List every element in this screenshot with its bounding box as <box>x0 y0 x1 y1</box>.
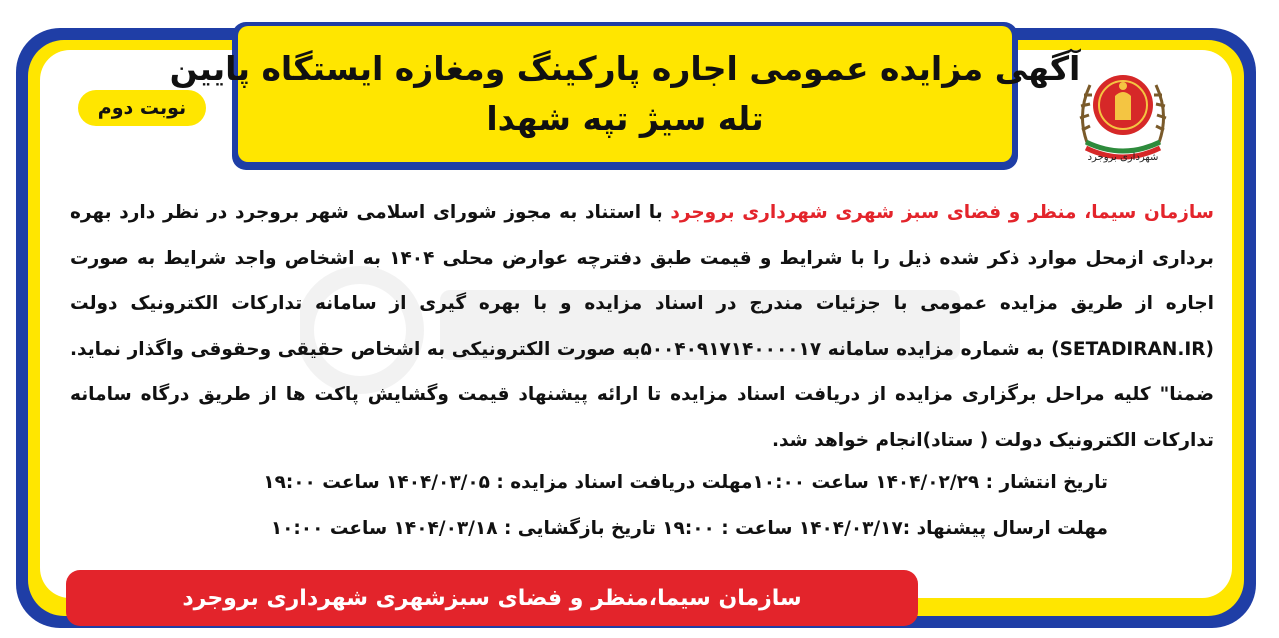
notice-body <box>70 190 1214 463</box>
organization-name: سازمان سیما، منظر و فضای سبز شهری شهرداری بروجرد <box>670 202 1214 223</box>
dates-row-publication: تاریخ انتشار : ۱۴۰۴/۰۲/۲۹ ساعت ۱۰:۰۰مهلت دریافت اسناد مزایده : ۱۴۰۴/۰۳/۰۵ ساعت ۱۹:۰۰ <box>263 472 1108 493</box>
title-line-2: تله سیژ تپه شهدا <box>486 99 764 138</box>
footer-banner <box>66 570 918 626</box>
dates-section <box>130 460 1108 552</box>
page-title <box>169 26 1081 162</box>
logo-caption: شهرداری بروجرد <box>1087 152 1159 163</box>
dates-row-submission: مهلت ارسال پیشنهاد :۱۴۰۴/۰۳/۱۷ ساعت : ۱۹:۰۰ تاریخ بازگشایی : ۱۴۰۴/۰۳/۱۸ ساعت ۱۰:۰۰ <box>270 518 1108 539</box>
round-badge: نوبت دوم <box>78 90 206 126</box>
title-line-1: آگهی مزایده عمومی اجاره پارکینگ ومغازه ایستگاه پایین <box>169 49 1081 88</box>
footer-org-name: سازمان سیما،منظر و فضای سبزشهری شهرداری بروجرد <box>182 585 802 611</box>
notice-body-text: با استناد به مجوز شورای اسلامی شهر بروجرد در نظر دارد بهره برداری ازمحل موارد ذکر شده ذیل را با شرایط و قیمت طبق دفترچه عوارض محلی ۱۴۰۴ به اشخاص واجد شرایط به صورت اجاره از طریق مزایده عمومی با جزئیات مندرج در اسناد مزایده و با بهره گیری از سامانه تدارکات الکترونیک دولت (SETADIRAN.IR) به شماره مزایده سامانه ۵۰۰۴۰۹۱۷۱۴۰۰۰۰۱۷به صورت الکترونیکی به اشخاص حقیقی وحقوقی واگذار نماید. ضمنا" کلیه مراحل برگزاری مزایده از دریافت اسناد مزایده تا ارائه پیشنهاد قیمت وگشایش پاکت ها از طریق درگاه سامانه تدارکات الکترونیک دولت ( ستاد)انجام خواهد شد. <box>70 202 1214 451</box>
